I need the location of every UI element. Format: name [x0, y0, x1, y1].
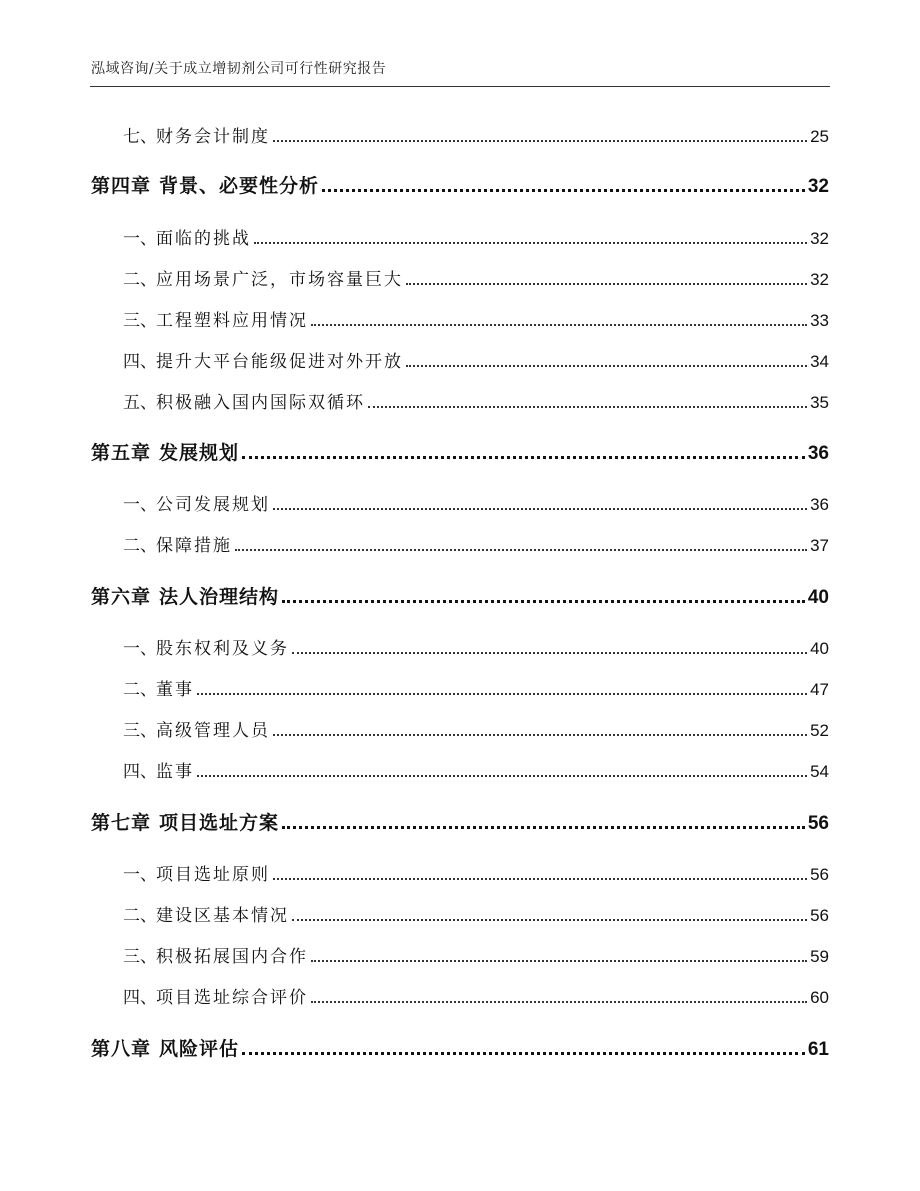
toc-entry-number: 一、: [123, 495, 157, 515]
toc-leader: [273, 734, 807, 736]
toc-entry[interactable]: [91, 531, 829, 556]
toc-entry-number: 三、: [123, 311, 157, 331]
toc-leader: [292, 652, 807, 654]
toc-entry-page: 56: [810, 865, 829, 884]
toc-entry-number: 二、: [123, 536, 157, 556]
toc-entry-number: 五、: [123, 393, 157, 413]
toc-entry-page: 25: [810, 127, 829, 146]
toc-entry[interactable]: [91, 757, 829, 782]
toc-leader: [368, 406, 807, 408]
toc-entry-page: 37: [810, 536, 829, 555]
toc-entry-page: 34: [810, 352, 829, 371]
toc-entry-title: 公司发展规划: [156, 495, 270, 515]
toc-entry-number: 七、: [123, 127, 157, 147]
toc-chapter[interactable]: [91, 438, 829, 465]
toc-leader: [273, 878, 807, 880]
toc-leader: [322, 189, 805, 192]
toc-entry[interactable]: [91, 490, 829, 515]
toc-entry-number: 四、: [123, 988, 157, 1008]
toc-entry-title: 项目选址原则: [156, 865, 270, 885]
toc-chapter[interactable]: [91, 582, 829, 609]
toc-chapter[interactable]: [91, 808, 829, 835]
toc-chapter-title: 项目选址方案: [159, 812, 280, 834]
toc-chapter-title: 法人治理结构: [159, 586, 280, 608]
toc-entry[interactable]: [91, 942, 829, 967]
toc-leader: [406, 365, 807, 367]
toc-entry-title: 建设区基本情况: [156, 906, 289, 926]
toc-entry-title: 面临的挑战: [156, 229, 251, 249]
toc-leader: [235, 549, 807, 551]
toc-entry[interactable]: [91, 860, 829, 885]
header-rule: [90, 86, 830, 87]
toc-entry-number: 一、: [123, 639, 157, 659]
toc-entry-page: 35: [810, 393, 829, 412]
toc-entry[interactable]: [91, 901, 829, 926]
toc-entry[interactable]: [91, 224, 829, 249]
toc-entry[interactable]: [91, 634, 829, 659]
toc-leader: [197, 775, 807, 777]
toc-entry-page: 47: [810, 680, 829, 699]
toc-entry-number: 三、: [123, 721, 157, 741]
toc-chapter-page: 40: [807, 587, 829, 608]
toc-chapter-page: 56: [807, 813, 829, 834]
running-header: 泓域咨询/关于成立增韧剂公司可行性研究报告: [91, 61, 387, 77]
toc-entry-title: 提升大平台能级促进对外开放: [156, 352, 403, 372]
toc-entry-title: 保障措施: [156, 536, 232, 556]
toc-entry-number: 二、: [123, 680, 157, 700]
toc-chapter-page: 61: [807, 1039, 829, 1060]
toc-leader: [311, 960, 807, 962]
toc-entry-title: 董事: [156, 680, 194, 700]
toc-entry[interactable]: [91, 983, 829, 1008]
toc-leader: [282, 600, 805, 603]
toc-entry[interactable]: [91, 716, 829, 741]
toc-chapter[interactable]: [91, 1034, 829, 1061]
toc-leader: [242, 1052, 805, 1055]
toc-leader: [311, 324, 807, 326]
toc-leader: [197, 693, 807, 695]
toc-entry-title: 应用场景广泛，市场容量巨大: [156, 270, 403, 290]
toc-leader: [282, 826, 805, 829]
toc-chapter-number: 第六章: [91, 586, 152, 608]
toc-entry-page: 32: [810, 229, 829, 248]
toc-leader: [254, 242, 807, 244]
toc-leader: [406, 283, 807, 285]
toc-entry-title: 财务会计制度: [156, 127, 270, 147]
toc-chapter-number: 第五章: [91, 442, 152, 464]
toc-entry[interactable]: [91, 122, 829, 147]
toc-entry-page: 36: [810, 495, 829, 514]
toc-entry-number: 二、: [123, 906, 157, 926]
toc-entry-page: 60: [810, 988, 829, 1007]
toc-chapter-number: 第七章: [91, 812, 152, 834]
toc-entry-title: 高级管理人员: [156, 721, 270, 741]
toc-entry-number: 一、: [123, 229, 157, 249]
toc-leader: [242, 456, 805, 459]
toc-entry[interactable]: [91, 265, 829, 290]
toc-chapter-page: 32: [807, 176, 829, 197]
toc-entry-page: 40: [810, 639, 829, 658]
toc-chapter[interactable]: [91, 171, 829, 198]
toc-entry-page: 56: [810, 906, 829, 925]
toc-entry[interactable]: [91, 388, 829, 413]
toc-entry[interactable]: [91, 675, 829, 700]
toc-entry[interactable]: [91, 347, 829, 372]
toc-chapter-page: 36: [807, 443, 829, 464]
toc-entry[interactable]: [91, 306, 829, 331]
toc-entry-page: 32: [810, 270, 829, 289]
toc-entry-title: 工程塑料应用情况: [156, 311, 308, 331]
toc-entry-number: 二、: [123, 270, 157, 290]
toc-chapter-title: 背景、必要性分析: [159, 175, 320, 197]
toc-entry-number: 三、: [123, 947, 157, 967]
toc-entry-page: 54: [810, 762, 829, 781]
toc-entry-number: 四、: [123, 762, 157, 782]
toc-entry-title: 积极融入国内国际双循环: [156, 393, 365, 413]
toc-leader: [273, 140, 807, 142]
toc-entry-number: 一、: [123, 865, 157, 885]
toc-leader: [273, 508, 807, 510]
toc-entry-page: 33: [810, 311, 829, 330]
toc-chapter-number: 第八章: [91, 1038, 152, 1060]
toc-entry-title: 项目选址综合评价: [156, 988, 308, 1008]
toc-leader: [311, 1001, 807, 1003]
toc-entry-title: 监事: [156, 762, 194, 782]
toc-entry-title: 积极拓展国内合作: [156, 947, 308, 967]
toc-chapter-number: 第四章: [91, 175, 152, 197]
toc-chapter-title: 风险评估: [159, 1038, 240, 1060]
toc-entry-number: 四、: [123, 352, 157, 372]
toc-entry-page: 59: [810, 947, 829, 966]
toc-chapter-title: 发展规划: [159, 442, 240, 464]
toc-entry-title: 股东权利及义务: [156, 639, 289, 659]
toc-entry-page: 52: [810, 721, 829, 740]
toc-leader: [292, 919, 807, 921]
